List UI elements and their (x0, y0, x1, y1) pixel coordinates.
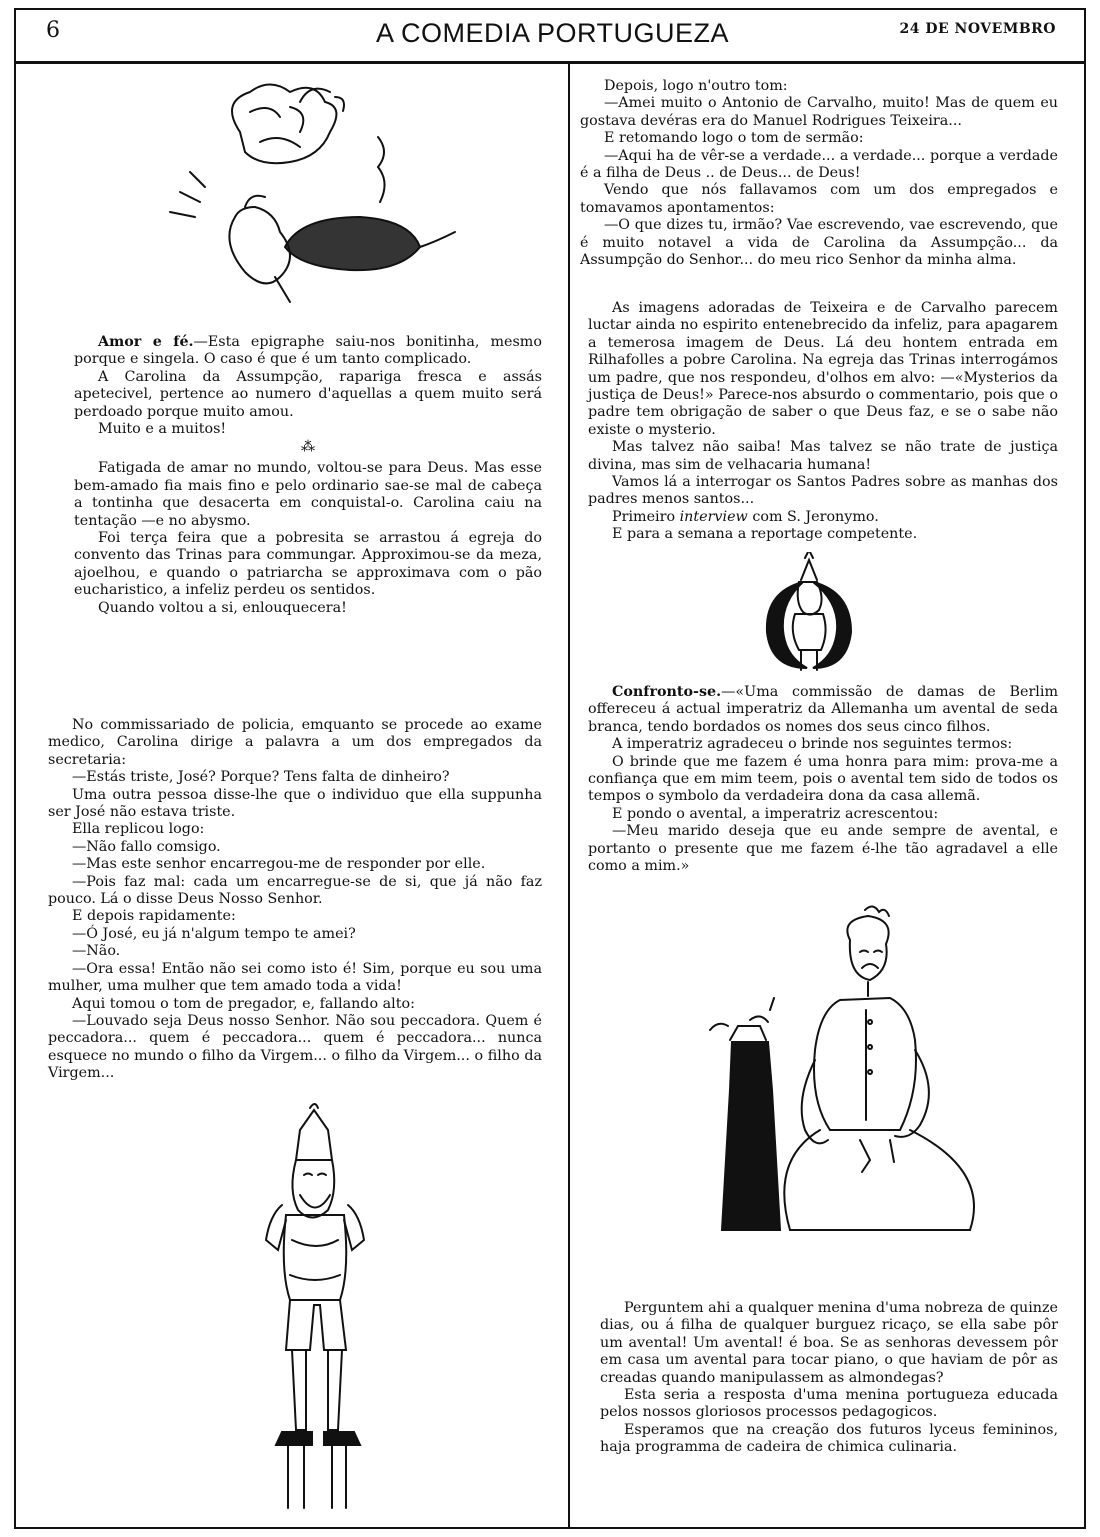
paragraph: Esperamos que na creação dos futuros lyceus femininos, haja programma de cadeira de chimica culinaria. (600, 1421, 1058, 1456)
paragraph: Depois, logo n'outro tom: (604, 78, 788, 94)
paragraph: Fatigada de amar no mundo, voltou-se para Deus. Mas esse bem-amado fia mais fino e pelo ordinario sae-se mal de cabeça a tontinha que desacerta em conquistal-o. Carolina caiu na tentação —e no abysmo. (74, 460, 542, 529)
article-avental (600, 1300, 1058, 1457)
text-fragment: com S. Jeronymo. (747, 508, 879, 525)
paragraph: —Esta epigraphe saiu-nos bonitinha, mesmo porque e singela. O caso é que é um tanto complicado. (74, 334, 542, 368)
paragraph: Quando voltou a si, enlouquecera! (98, 599, 347, 616)
paragraph: —Aqui ha de vêr-se a verdade... a verdade... porque a verdade é a filha de Deus .. de Deus... de Deus! (580, 147, 1058, 182)
article-confronto (588, 684, 1058, 875)
section-title-confronto: Confronto-se. (612, 684, 722, 700)
article-continuation (580, 78, 1058, 269)
friar-illustration (240, 1100, 390, 1515)
paragraph: A imperatriz agradeceu o brinde nos seguintes termos: (612, 736, 1013, 753)
paragraph: As imagens adoradas de Teixeira e de Carvalho parecem luctar ainda no espirito entenebrecido da infeliz, para apagarem a temerosa imagem de Deus. Lá deu hontem entrada em Rilhafolles a pobre Carolina. Na egreja das Trinas interrogámos um padre, que nos respondeu, d'olhos em alvo: —«Mysterios da justiça de Deus!» Parece-nos absurdo o commentario, pois que o padre tem obrigação de saber o que Deus faz, e se o sabe não existe o mysterio. (588, 300, 1058, 438)
masthead-title: A COMEDIA PORTUGUEZA (376, 18, 730, 48)
paragraph: —Louvado seja Deus nosso Senhor. Não sou peccadora. Quem é peccadora... quem é peccadora... quem é peccadora... nunca esquece no mundo o filho da Virgem... o filho da Virgem... o filho da Virgem... (48, 1012, 542, 1082)
issue-date: 24 DE NOVEMBRO (899, 21, 1056, 37)
page-number: 6 (46, 18, 60, 43)
heart-crown-illustration (150, 72, 470, 332)
paragraph: Mas talvez não saiba! Mas talvez se não trate de justiça divina, mas sim de velhacaria humana! (588, 439, 1058, 473)
italic-term: interview (679, 508, 748, 525)
dress-and-woman-illustration (690, 900, 1070, 1260)
paragraph: —Pois faz mal: cada um encarregue-se de si, que já não faz pouco. Lá o disse Deus Nosso Senhor. (48, 873, 542, 908)
article-imagens (588, 300, 1058, 544)
paragraph: —Meu marido deseja que eu ande sempre de avental, e portanto o presente que me fazem é-lhe tão agradavel a elle como a mim.» (588, 823, 1058, 875)
text-fragment: Primeiro (612, 508, 680, 525)
paragraph: —Ó José, eu já n'algum tempo te amei? (72, 925, 356, 942)
section-ornament: ⁂ (301, 439, 315, 456)
paragraph: —O que dizes tu, irmão? Vae escrevendo, vae escrevendo, que é muito notavel a vida de Carolina da Assumpção... da Assumpção do Senhor... do meu rico Senhor da minha alma. (580, 217, 1058, 269)
paragraph: Ella replicou logo: (72, 821, 205, 838)
paragraph: Uma outra pessoa disse-lhe que o individuo que ella suppunha ser José não estava triste. (48, 786, 542, 821)
paragraph: —Não. (72, 943, 121, 960)
paragraph: O brinde que me fazem é uma honra para mim: prova-me a confiança que em mim teem, pois o avental tem sido de todos os tempos o symbolo da verdadeira dona da casa allemã. (588, 753, 1058, 805)
paragraph: —«Uma commissão de damas de Berlim offereceu á actual imperatriz da Allemanha um avental de seda branca, tendo bordados os nomes dos seus cinco filhos. (588, 684, 1058, 735)
crescent-friar-illustration (755, 552, 865, 682)
paragraph: E retomando logo o tom de sermão: (604, 130, 864, 147)
paragraph: A Carolina da Assumpção, rapariga fresca e assás apetecivel, pertence ao numero d'aquellas a quem muito será perdoado porque muito amou. (74, 368, 542, 420)
paragraph: Vamos lá a interrogar os Santos Padres sobre as manhas dos padres menos santos... (588, 474, 1058, 508)
paragraph: No commissariado de policia, emquanto se procede ao exame medico, Carolina dirige a palavra a um dos empregados da secretaria: (48, 717, 542, 768)
paragraph: Foi terça feira que a pobresita se arrastou á egreja do convento das Trinas para commungar. Approximou-se da meza, ajoelhou, e quando o patriarcha se approximava com o pão eucharistico, a infeliz perdeu os sentidos. (74, 530, 542, 599)
paragraph: —Não fallo comsigo. (72, 838, 221, 855)
paragraph: —Ora essa! Então não sei como isto é! Sim, porque eu sou uma mulher, uma mulher que tem amado toda a vida! (48, 960, 542, 995)
paragraph: Muito e a muitos! (98, 421, 227, 438)
header-rule (14, 61, 1086, 64)
paragraph: Vendo que nós fallavamos com um dos empregados e tomavamos apontamentos: (580, 182, 1058, 216)
paragraph: E depois rapidamente: (72, 908, 236, 925)
section-title-amor-e-fe: Amor e fé. (98, 334, 194, 350)
paragraph: —Estás triste, José? Porque? Tens falta de dinheiro? (72, 769, 450, 786)
paragraph: Esta seria a resposta d'uma menina portugueza educada pelos nossos gloriosos processos pedagogicos. (600, 1387, 1058, 1421)
paragraph: —Amei muito o Antonio de Carvalho, muito! Mas de quem eu gostava devéras era do Manuel Rodrigues Teixeira... (580, 95, 1058, 129)
paragraph: —Mas este senhor encarregou-me de responder por elle. (72, 856, 486, 873)
paragraph: E pondo o avental, a imperatriz acrescentou: (612, 805, 939, 822)
article-commissariado (48, 717, 542, 1083)
paragraph: E para a semana a reportage competente. (612, 526, 918, 543)
paragraph: Aqui tomou o tom de pregador, e, fallando alto: (72, 995, 415, 1012)
article-amor-e-fe (74, 334, 542, 617)
paragraph: Perguntem ahi a qualquer menina d'uma nobreza de quinze dias, ou á filha de qualquer burguez ricaço, se ella sabe pôr um avental! Um avental! é boa. Se as senhoras devessem pôr em casa um avental para tocar piano, o que haviam de pôr as creadas quando manipulassem as almondegas? (600, 1300, 1058, 1386)
column-divider (568, 64, 570, 1529)
